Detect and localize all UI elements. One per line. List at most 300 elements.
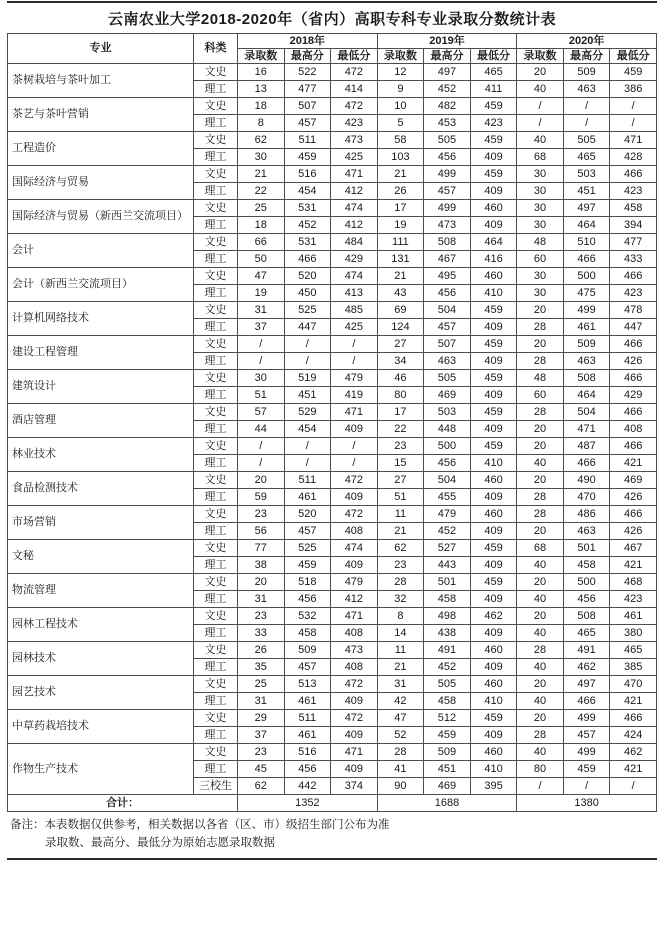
- score-cell: 505: [424, 370, 471, 387]
- score-cell: 482: [424, 98, 471, 115]
- score-cell: 31: [238, 693, 285, 710]
- score-cell: 461: [284, 693, 331, 710]
- score-cell: 472: [331, 64, 378, 81]
- major-cell: 计算机网络技术: [8, 302, 194, 336]
- category-cell: 文史: [194, 472, 238, 489]
- score-cell: 451: [563, 183, 610, 200]
- score-cell: 424: [610, 727, 657, 744]
- score-cell: 509: [563, 64, 610, 81]
- table-row: [8, 336, 657, 353]
- score-cell: 22: [238, 183, 285, 200]
- score-cell: /: [238, 353, 285, 370]
- score-cell: 472: [331, 98, 378, 115]
- score-cell: 459: [470, 710, 517, 727]
- table-row: [8, 642, 657, 659]
- score-cell: 519: [284, 370, 331, 387]
- score-cell: 499: [563, 710, 610, 727]
- score-cell: 425: [331, 149, 378, 166]
- score-cell: 33: [238, 625, 285, 642]
- score-cell: 466: [563, 251, 610, 268]
- score-cell: 409: [470, 625, 517, 642]
- table-row: [8, 710, 657, 727]
- score-cell: 516: [284, 744, 331, 761]
- score-cell: 463: [424, 353, 471, 370]
- score-cell: 423: [610, 285, 657, 302]
- category-cell: 理工: [194, 523, 238, 540]
- score-cell: 459: [470, 302, 517, 319]
- major-cell: 建筑设计: [8, 370, 194, 404]
- score-cell: 19: [377, 217, 424, 234]
- score-cell: 409: [331, 421, 378, 438]
- score-cell: 525: [284, 302, 331, 319]
- category-cell: 理工: [194, 455, 238, 472]
- score-cell: 487: [563, 438, 610, 455]
- score-cell: 451: [424, 761, 471, 778]
- score-cell: /: [284, 455, 331, 472]
- score-cell: 412: [331, 591, 378, 608]
- score-cell: 458: [424, 693, 471, 710]
- score-cell: 9: [377, 81, 424, 98]
- table-row: [8, 676, 657, 693]
- major-cell: 建设工程管理: [8, 336, 194, 370]
- score-cell: 51: [238, 387, 285, 404]
- score-cell: 511: [284, 710, 331, 727]
- score-cell: 11: [377, 642, 424, 659]
- score-cell: 460: [470, 200, 517, 217]
- table-row: [8, 234, 657, 251]
- score-cell: 409: [331, 727, 378, 744]
- score-cell: 505: [424, 676, 471, 693]
- score-cell: 471: [563, 421, 610, 438]
- score-cell: 510: [563, 234, 610, 251]
- score-cell: 20: [517, 438, 564, 455]
- score-cell: 10: [377, 98, 424, 115]
- score-cell: /: [610, 778, 657, 795]
- score-cell: 19: [238, 285, 285, 302]
- category-cell: 文史: [194, 234, 238, 251]
- table-body: [8, 64, 657, 795]
- category-cell: 文史: [194, 268, 238, 285]
- major-cell: 国际经济与贸易（新西兰交流项目）: [8, 200, 194, 234]
- table-row: [8, 744, 657, 761]
- category-cell: 文史: [194, 540, 238, 557]
- score-cell: 499: [563, 744, 610, 761]
- score-cell: 385: [610, 659, 657, 676]
- score-cell: /: [331, 438, 378, 455]
- score-cell: 459: [470, 540, 517, 557]
- score-cell: 459: [470, 438, 517, 455]
- score-cell: 409: [470, 557, 517, 574]
- score-cell: 508: [563, 370, 610, 387]
- score-cell: 472: [331, 676, 378, 693]
- score-cell: 421: [610, 455, 657, 472]
- major-cell: 文秘: [8, 540, 194, 574]
- category-cell: 理工: [194, 693, 238, 710]
- score-cell: 500: [424, 438, 471, 455]
- score-cell: 531: [284, 200, 331, 217]
- score-cell: 529: [284, 404, 331, 421]
- score-cell: 27: [377, 336, 424, 353]
- score-cell: 28: [517, 404, 564, 421]
- major-cell: 会计: [8, 234, 194, 268]
- score-cell: 457: [284, 659, 331, 676]
- score-cell: 507: [284, 98, 331, 115]
- score-cell: 525: [284, 540, 331, 557]
- score-cell: 531: [284, 234, 331, 251]
- score-cell: 410: [470, 761, 517, 778]
- score-cell: 471: [331, 608, 378, 625]
- category-cell: 理工: [194, 557, 238, 574]
- score-cell: 465: [563, 149, 610, 166]
- score-cell: 461: [284, 727, 331, 744]
- score-cell: 50: [238, 251, 285, 268]
- score-cell: 438: [424, 625, 471, 642]
- score-cell: 479: [331, 574, 378, 591]
- score-cell: 501: [563, 540, 610, 557]
- score-cell: 472: [331, 506, 378, 523]
- score-cell: 34: [377, 353, 424, 370]
- score-cell: 43: [377, 285, 424, 302]
- score-cell: 35: [238, 659, 285, 676]
- table-row: [8, 370, 657, 387]
- score-cell: 409: [470, 591, 517, 608]
- total-label: 合计：: [8, 795, 238, 812]
- score-cell: 466: [610, 438, 657, 455]
- major-cell: 酒店管理: [8, 404, 194, 438]
- table-row: [8, 268, 657, 285]
- score-cell: 57: [238, 404, 285, 421]
- table-row: [8, 132, 657, 149]
- score-cell: 386: [610, 81, 657, 98]
- category-cell: 文史: [194, 64, 238, 81]
- score-cell: 20: [517, 523, 564, 540]
- score-cell: 465: [610, 642, 657, 659]
- score-cell: 469: [424, 387, 471, 404]
- score-cell: 520: [284, 268, 331, 285]
- score-cell: 518: [284, 574, 331, 591]
- score-cell: 466: [610, 336, 657, 353]
- score-cell: 474: [331, 200, 378, 217]
- score-cell: 433: [610, 251, 657, 268]
- category-cell: 理工: [194, 183, 238, 200]
- score-cell: 41: [377, 761, 424, 778]
- score-cell: 463: [563, 81, 610, 98]
- category-cell: 文史: [194, 506, 238, 523]
- score-cell: 460: [470, 506, 517, 523]
- header-min-score: 最低分: [610, 49, 657, 64]
- score-cell: 409: [470, 489, 517, 506]
- category-cell: 理工: [194, 115, 238, 132]
- score-cell: 21: [377, 268, 424, 285]
- score-cell: 412: [331, 183, 378, 200]
- score-cell: 423: [470, 115, 517, 132]
- score-cell: 23: [238, 506, 285, 523]
- score-cell: 474: [331, 268, 378, 285]
- category-cell: 理工: [194, 489, 238, 506]
- score-cell: 20: [517, 676, 564, 693]
- score-cell: 504: [563, 404, 610, 421]
- table-row: [8, 506, 657, 523]
- score-cell: 452: [424, 81, 471, 98]
- score-cell: 77: [238, 540, 285, 557]
- score-cell: 470: [563, 489, 610, 506]
- table-row: [8, 302, 657, 319]
- score-cell: 30: [517, 200, 564, 217]
- score-cell: 28: [517, 353, 564, 370]
- category-cell: 文史: [194, 200, 238, 217]
- score-cell: 457: [284, 523, 331, 540]
- score-cell: 507: [424, 336, 471, 353]
- score-cell: 456: [284, 591, 331, 608]
- score-cell: 90: [377, 778, 424, 795]
- score-cell: 462: [563, 659, 610, 676]
- score-cell: 18: [238, 98, 285, 115]
- score-cell: 450: [284, 285, 331, 302]
- score-cell: 26: [377, 183, 424, 200]
- score-cell: 456: [424, 149, 471, 166]
- score-cell: 463: [563, 523, 610, 540]
- table-row: [8, 98, 657, 115]
- table-row: [8, 166, 657, 183]
- score-cell: 30: [238, 370, 285, 387]
- header-max-score: 最高分: [424, 49, 471, 64]
- score-cell: 47: [238, 268, 285, 285]
- score-cell: 473: [424, 217, 471, 234]
- score-cell: 15: [377, 455, 424, 472]
- score-cell: 419: [331, 387, 378, 404]
- score-cell: 505: [563, 132, 610, 149]
- category-cell: 理工: [194, 625, 238, 642]
- table-row: [8, 540, 657, 557]
- score-cell: 532: [284, 608, 331, 625]
- major-cell: 林业技术: [8, 438, 194, 472]
- table-footer: [8, 795, 657, 812]
- score-cell: 491: [563, 642, 610, 659]
- score-cell: 500: [563, 268, 610, 285]
- score-cell: 459: [470, 166, 517, 183]
- score-cell: 461: [610, 608, 657, 625]
- score-cell: 409: [470, 217, 517, 234]
- major-cell: 茶艺与茶叶营销: [8, 98, 194, 132]
- score-cell: 40: [517, 659, 564, 676]
- category-cell: 理工: [194, 149, 238, 166]
- score-cell: 409: [331, 557, 378, 574]
- score-cell: 103: [377, 149, 424, 166]
- score-cell: 456: [563, 591, 610, 608]
- score-cell: 457: [424, 183, 471, 200]
- header-year-2019: 2019年: [377, 34, 517, 49]
- score-cell: 410: [470, 455, 517, 472]
- score-cell: 508: [563, 608, 610, 625]
- score-cell: 456: [284, 761, 331, 778]
- score-cell: 457: [284, 115, 331, 132]
- score-cell: 40: [517, 455, 564, 472]
- category-cell: 文史: [194, 676, 238, 693]
- score-cell: 522: [284, 64, 331, 81]
- header-major: 专业: [8, 34, 194, 64]
- score-cell: /: [331, 336, 378, 353]
- score-cell: 466: [563, 455, 610, 472]
- score-cell: 17: [377, 200, 424, 217]
- category-cell: 理工: [194, 319, 238, 336]
- score-cell: 456: [424, 285, 471, 302]
- score-cell: 60: [517, 387, 564, 404]
- score-cell: 472: [331, 472, 378, 489]
- score-cell: 20: [517, 608, 564, 625]
- score-cell: 69: [377, 302, 424, 319]
- score-cell: 509: [424, 744, 471, 761]
- score-cell: 20: [517, 64, 564, 81]
- score-cell: 471: [331, 744, 378, 761]
- page-title: 云南农业大学2018-2020年（省内）高职专科专业录取分数统计表: [107, 11, 557, 28]
- score-cell: /: [517, 115, 564, 132]
- score-cell: 62: [238, 778, 285, 795]
- score-cell: 474: [331, 540, 378, 557]
- score-cell: 426: [610, 489, 657, 506]
- table-row: [8, 404, 657, 421]
- score-cell: 501: [424, 574, 471, 591]
- score-cell: 20: [238, 472, 285, 489]
- major-cell: 茶树栽培与茶叶加工: [8, 64, 194, 98]
- category-cell: 理工: [194, 217, 238, 234]
- major-cell: 中草药栽培技术: [8, 710, 194, 744]
- score-cell: 42: [377, 693, 424, 710]
- score-cell: 471: [610, 132, 657, 149]
- score-cell: 22: [377, 421, 424, 438]
- score-cell: 410: [470, 285, 517, 302]
- score-cell: 504: [424, 472, 471, 489]
- score-cell: 409: [331, 693, 378, 710]
- score-cell: /: [284, 353, 331, 370]
- score-cell: 394: [610, 217, 657, 234]
- score-cell: 23: [377, 557, 424, 574]
- score-cell: /: [284, 336, 331, 353]
- score-cell: 499: [563, 302, 610, 319]
- score-cell: 503: [424, 404, 471, 421]
- score-cell: 460: [470, 472, 517, 489]
- score-cell: 499: [424, 166, 471, 183]
- score-cell: 479: [424, 506, 471, 523]
- category-cell: 理工: [194, 761, 238, 778]
- category-cell: 理工: [194, 353, 238, 370]
- score-cell: 30: [517, 217, 564, 234]
- score-cell: 31: [238, 591, 285, 608]
- score-cell: 32: [377, 591, 424, 608]
- category-cell: 文史: [194, 132, 238, 149]
- major-cell: 工程造价: [8, 132, 194, 166]
- score-cell: 464: [563, 217, 610, 234]
- category-cell: 文史: [194, 302, 238, 319]
- table-row: [8, 438, 657, 455]
- score-cell: /: [563, 115, 610, 132]
- score-cell: 20: [517, 421, 564, 438]
- note-line-1: 备注：本表数据仅供参考，相关数据以各省（区、市）级招生部门公布为准: [10, 819, 390, 831]
- header-category: 科类: [194, 34, 238, 64]
- score-cell: 497: [563, 200, 610, 217]
- score-cell: 409: [331, 761, 378, 778]
- score-cell: 477: [284, 81, 331, 98]
- score-cell: 426: [610, 523, 657, 540]
- score-cell: 37: [238, 319, 285, 336]
- score-cell: 47: [377, 710, 424, 727]
- score-cell: 423: [610, 183, 657, 200]
- score-cell: 498: [424, 608, 471, 625]
- score-cell: 44: [238, 421, 285, 438]
- score-cell: 59: [238, 489, 285, 506]
- score-cell: 409: [470, 319, 517, 336]
- score-cell: 414: [331, 81, 378, 98]
- category-cell: 理工: [194, 659, 238, 676]
- score-cell: 40: [517, 557, 564, 574]
- score-cell: 463: [563, 353, 610, 370]
- score-cell: 511: [284, 472, 331, 489]
- score-cell: 30: [517, 183, 564, 200]
- score-cell: 466: [610, 268, 657, 285]
- score-cell: 486: [563, 506, 610, 523]
- score-cell: 459: [470, 98, 517, 115]
- score-cell: 508: [424, 234, 471, 251]
- major-cell: 国际经济与贸易: [8, 166, 194, 200]
- score-cell: 505: [424, 132, 471, 149]
- score-cell: 40: [517, 744, 564, 761]
- score-cell: 48: [517, 234, 564, 251]
- table-row: [8, 472, 657, 489]
- score-cell: 21: [377, 659, 424, 676]
- score-cell: 458: [424, 591, 471, 608]
- score-cell: 27: [377, 472, 424, 489]
- table-row: [8, 200, 657, 217]
- score-cell: 409: [470, 421, 517, 438]
- score-cell: 469: [424, 778, 471, 795]
- score-cell: 442: [284, 778, 331, 795]
- score-cell: 408: [331, 625, 378, 642]
- score-cell: 374: [331, 778, 378, 795]
- category-cell: 理工: [194, 591, 238, 608]
- score-cell: 410: [470, 693, 517, 710]
- major-cell: 食品检测技术: [8, 472, 194, 506]
- score-cell: 28: [517, 642, 564, 659]
- score-cell: 48: [517, 370, 564, 387]
- score-cell: 451: [284, 387, 331, 404]
- score-cell: 409: [470, 659, 517, 676]
- category-cell: 理工: [194, 81, 238, 98]
- category-cell: 理工: [194, 285, 238, 302]
- category-cell: 三校生: [194, 778, 238, 795]
- score-cell: 461: [563, 319, 610, 336]
- score-cell: 466: [563, 693, 610, 710]
- score-cell: 58: [377, 132, 424, 149]
- footnotes: [7, 812, 657, 858]
- score-cell: 38: [238, 557, 285, 574]
- score-cell: 511: [284, 132, 331, 149]
- major-cell: 物流管理: [8, 574, 194, 608]
- score-cell: 40: [517, 625, 564, 642]
- score-cell: 411: [470, 81, 517, 98]
- score-cell: 471: [331, 404, 378, 421]
- score-cell: 409: [470, 387, 517, 404]
- category-cell: 文史: [194, 642, 238, 659]
- score-cell: 447: [284, 319, 331, 336]
- score-cell: 459: [610, 64, 657, 81]
- score-cell: 520: [284, 506, 331, 523]
- major-cell: 园艺技术: [8, 676, 194, 710]
- score-cell: 509: [563, 336, 610, 353]
- score-cell: 51: [377, 489, 424, 506]
- score-cell: 62: [377, 540, 424, 557]
- score-cell: 421: [610, 761, 657, 778]
- score-cell: /: [238, 455, 285, 472]
- score-cell: 12: [377, 64, 424, 81]
